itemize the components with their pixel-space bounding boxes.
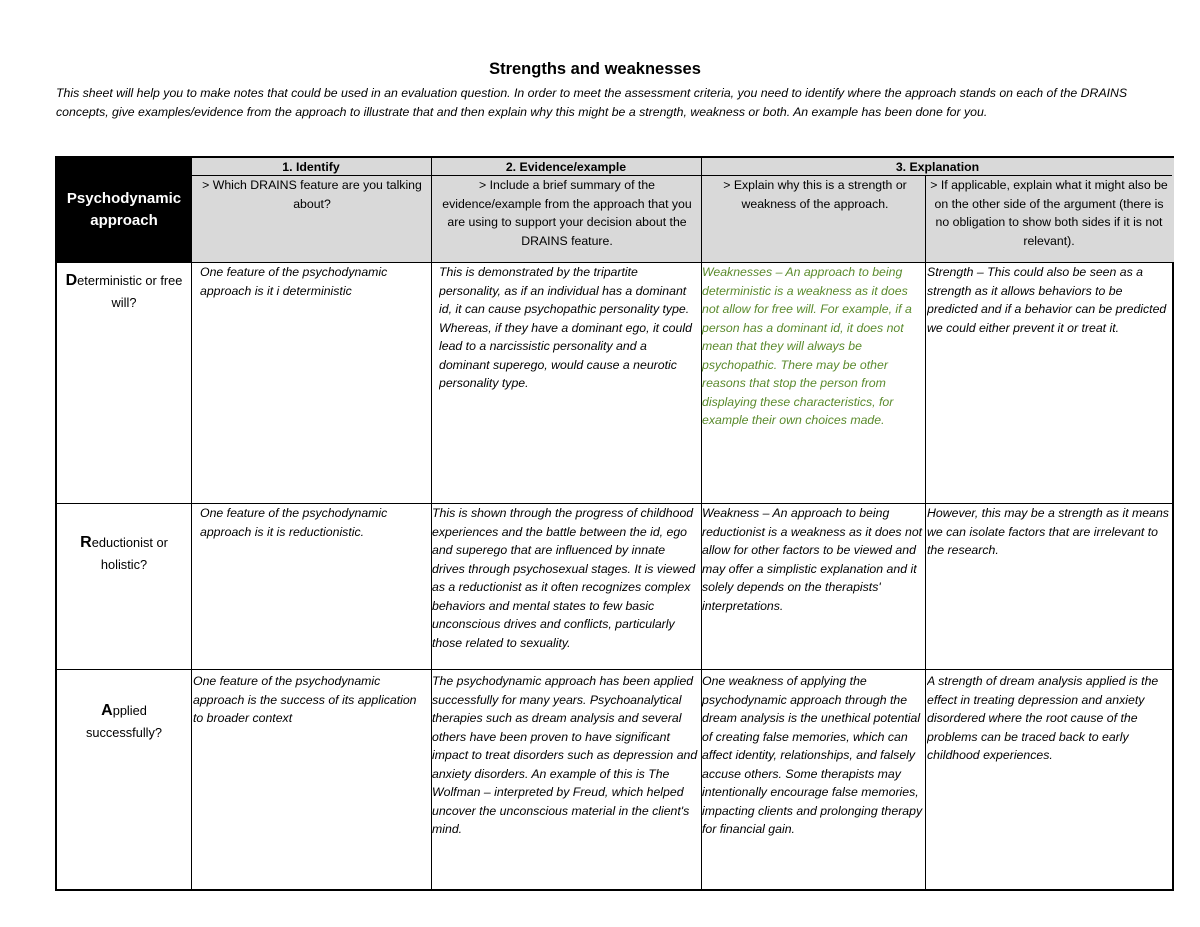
page-title: Strengths and weaknesses bbox=[489, 60, 701, 78]
identify-deterministic: One feature of the psychodynamic approach is it i deterministic bbox=[200, 265, 388, 298]
subheader-evidence: > Include a brief summary of the evidence/example from the approach that you are using to support your decision about the DRAINS feature. bbox=[442, 178, 692, 248]
grid-line bbox=[925, 176, 926, 889]
row-label: eterministic or free will? bbox=[77, 273, 183, 310]
header-evidence: 2. Evidence/example bbox=[505, 160, 627, 174]
evidence-applied: The psychodynamic approach has been applied successfully for many years. Psychoanalytical therapies such as dream analysis and several others have been proven to have significant impact to treat disorders such as depression and anxiety disorders. An example of this is The Wolfman – interpreted by Freud, which helped uncover the unconscious material in the client's mind. bbox=[432, 674, 698, 836]
identify-reductionist: One feature of the psychodynamic approach is it is reductionistic. bbox=[200, 506, 388, 539]
intro-text: This sheet will help you to make notes that could be used in an evaluation question. In order to meet the assessment criteria, you need to identify where the approach stands on each of the DRAINS concepts, give examples/evidence from the approach to illustrate that and then explain why this might be a strength, weakness or both. An example has been done for you. bbox=[56, 86, 1128, 119]
grid-line bbox=[57, 503, 1172, 504]
row-initial: R bbox=[80, 534, 92, 551]
grid-line bbox=[431, 158, 432, 889]
explain-sw-deterministic: Weaknesses – An approach to being deterministic is a weakness as it does not allow for free will. For example, if a person has a dominant id, it does not mean that they will always be psychopathic. There may be other reasons that stop the person from displaying these characteristics, for example their own choices made. bbox=[702, 265, 912, 427]
row-label-deterministic bbox=[63, 270, 185, 314]
explain-other-applied: A strength of dream analysis applied is the effect in treating depression and anxiety disordered where the root cause of the problems can be traced back to early childhood experiences. bbox=[927, 674, 1159, 762]
row-label-reductionist bbox=[63, 532, 185, 576]
identify-applied: One feature of the psychodynamic approach is the success of its application to broader context bbox=[193, 674, 417, 725]
row-label: eductionist or holistic? bbox=[91, 535, 168, 572]
grid-line bbox=[57, 262, 1172, 263]
header-identify: 1. Identify bbox=[282, 160, 340, 174]
subheader-explain-sw: > Explain why this is a strength or weakness of the approach. bbox=[723, 178, 907, 211]
subheader-identify: > Which DRAINS feature are you talking about? bbox=[202, 178, 422, 211]
grid-line bbox=[191, 175, 1172, 176]
evidence-reductionist: This is shown through the progress of childhood experiences and the battle between the id, ego and superego that are influenced by innate drives through psychosexual stages. It is viewed as a reductionist as it often recognizes complex behaviors and mental states to few basic unconscious drives and conflicts, particularly those related to sexuality. bbox=[432, 506, 696, 650]
row-label: pplied successfully? bbox=[85, 703, 163, 740]
grid-line bbox=[57, 669, 1172, 670]
explain-sw-applied: One weakness of applying the psychodynamic approach through the dream analysis is the unethical potential of creating false memories, which can affect identity, relationships, and falsely accuse others. Some therapists may intentionally encourage false memories, impacting clients and prolonging therapy for financial gain. bbox=[702, 674, 923, 836]
drains-table bbox=[55, 156, 1174, 891]
row-label-applied bbox=[63, 700, 185, 744]
explain-other-reductionist: However, this may be a strength as it means we can isolate factors that are irrelevant to the research. bbox=[927, 506, 1169, 557]
grid-line bbox=[701, 158, 702, 889]
explain-sw-reductionist: Weakness – An approach to being reductionist is a weakness as it does not allow for other factors to be viewed and may offer a simplistic explanation and it solely depends on the therapists' interpretations. bbox=[702, 506, 923, 613]
header-explanation: 3. Explanation bbox=[895, 160, 980, 174]
subheader-explain-other: > If applicable, explain what it might also be on the other side of the argument (there is no obligation to show both sides if it is not relevant). bbox=[930, 178, 1168, 248]
row-initial: D bbox=[65, 272, 78, 289]
approach-label: Psychodynamic approach bbox=[57, 158, 191, 262]
row-initial: A bbox=[101, 702, 113, 719]
explain-other-deterministic: Strength – This could also be seen as a strength as it allows behaviors to be predicted and if a behavior can be predicted we could either prevent it or treat it. bbox=[927, 265, 1167, 335]
evidence-deterministic: This is demonstrated by the tripartite personality, as if an individual has a dominant id, it can cause psychopathic personality type. Whereas, if they have a dominant ego, it could lead to a narcissistic personality and a dominant superego, would cause a neurotic personality type. bbox=[439, 265, 692, 390]
grid-line bbox=[191, 158, 192, 889]
